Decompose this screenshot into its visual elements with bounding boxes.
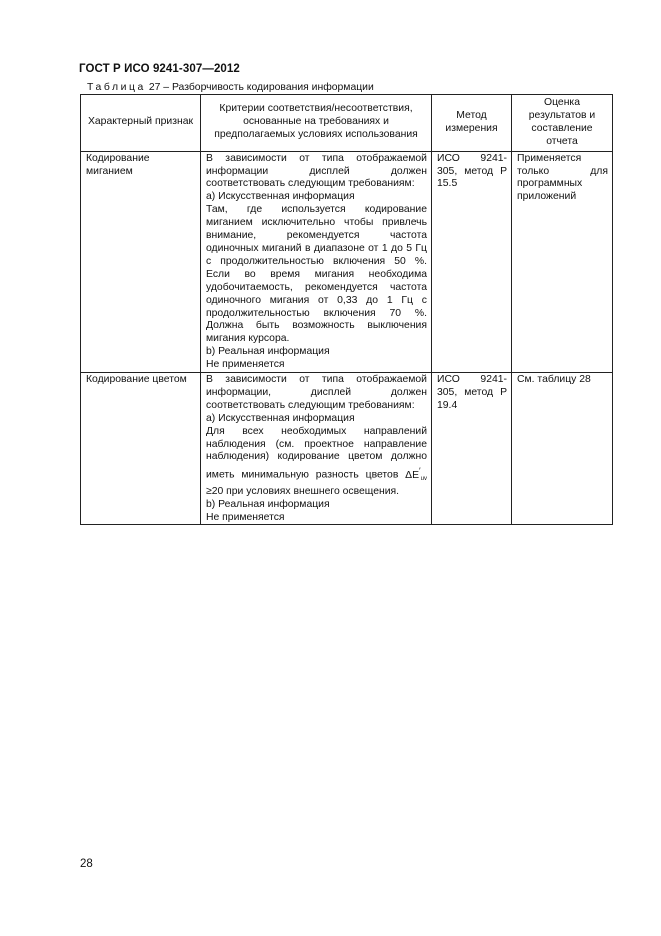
criteria-artificial-heading: а) Искусственная информация — [206, 412, 355, 424]
formula-subscript: uv — [420, 475, 427, 482]
criteria-artificial-heading: а) Искусственная информация — [206, 191, 355, 203]
requirements-table — [80, 94, 613, 525]
criteria-artificial-text: Там, где используется кодирование миганием исключительно чтобы привлечь внимание, рекомендуется частота одиночных миганий в диапазоне от 1 до 5 Гц с продолжительностью включения 50 %. Если во время мигания необходима удобочитаемость, рекомендуется частота одиночного мигания от 0,33 до 1 Гц с продолжительностью включения 70 %. Должна быть возможность выключения мигания курсора. — [206, 204, 427, 345]
table-caption-label: Таблица — [87, 82, 146, 93]
table-row — [81, 151, 613, 372]
formula-symbol: ΔE — [405, 469, 420, 481]
row-method: ИСО 9241-305, метод Р 19.4 — [432, 373, 512, 525]
table-caption-text: 27 – Разборчивость кодирования информации — [145, 82, 374, 93]
header-assessment: Оценка результатов и составление отчета — [512, 95, 613, 152]
color-difference-formula — [405, 465, 427, 482]
criteria-real-text: Не применяется — [206, 359, 285, 371]
table-caption — [87, 82, 374, 93]
formula-prime: ′ — [419, 465, 421, 476]
header-method: Метод измерения — [432, 95, 512, 152]
document-code: ГОСТ Р ИСО 9241-307—2012 — [79, 63, 240, 75]
criteria-intro: В зависимости от типа отображаемой информации, дисплей должен соответствовать следующим требованиям: — [206, 374, 427, 411]
page-number: 28 — [80, 858, 93, 870]
criteria-intro: В зависимости от типа отображаемой информации дисплей должен соответствовать следующим требованиям: — [206, 152, 427, 190]
criteria-real-text: Не применяется — [206, 511, 285, 523]
row-criteria — [201, 151, 432, 372]
row-feature: Кодирование цветом — [81, 373, 201, 525]
criteria-real-heading: b) Реальная информация — [206, 346, 330, 358]
row-feature: Кодирование миганием — [81, 151, 201, 372]
criteria-real-heading: b) Реальная информация — [206, 498, 330, 510]
row-assessment: См. таблицу 28 — [512, 373, 613, 525]
criteria-artificial-text — [206, 426, 427, 499]
formula-condition: ≥20 при условиях внешнего освещения. — [206, 485, 400, 497]
row-criteria — [201, 373, 432, 525]
table-header-row — [81, 95, 613, 152]
row-method: ИСО 9241-305, метод Р 15.5 — [432, 151, 512, 372]
header-criteria: Критерии соответствия/несоответствия, основанные на требованиях и предполагаемых условиях использования — [201, 95, 432, 152]
row-assessment: Применяется только для программных приложений — [512, 151, 613, 372]
criteria-artificial-text-main: Для всех необходимых направлений наблюдения (см. проектное направление наблюдения) кодирование цветом должно иметь минимальную разность цветов — [206, 425, 427, 481]
header-feature: Характерный признак — [81, 95, 201, 152]
table-row — [81, 373, 613, 525]
